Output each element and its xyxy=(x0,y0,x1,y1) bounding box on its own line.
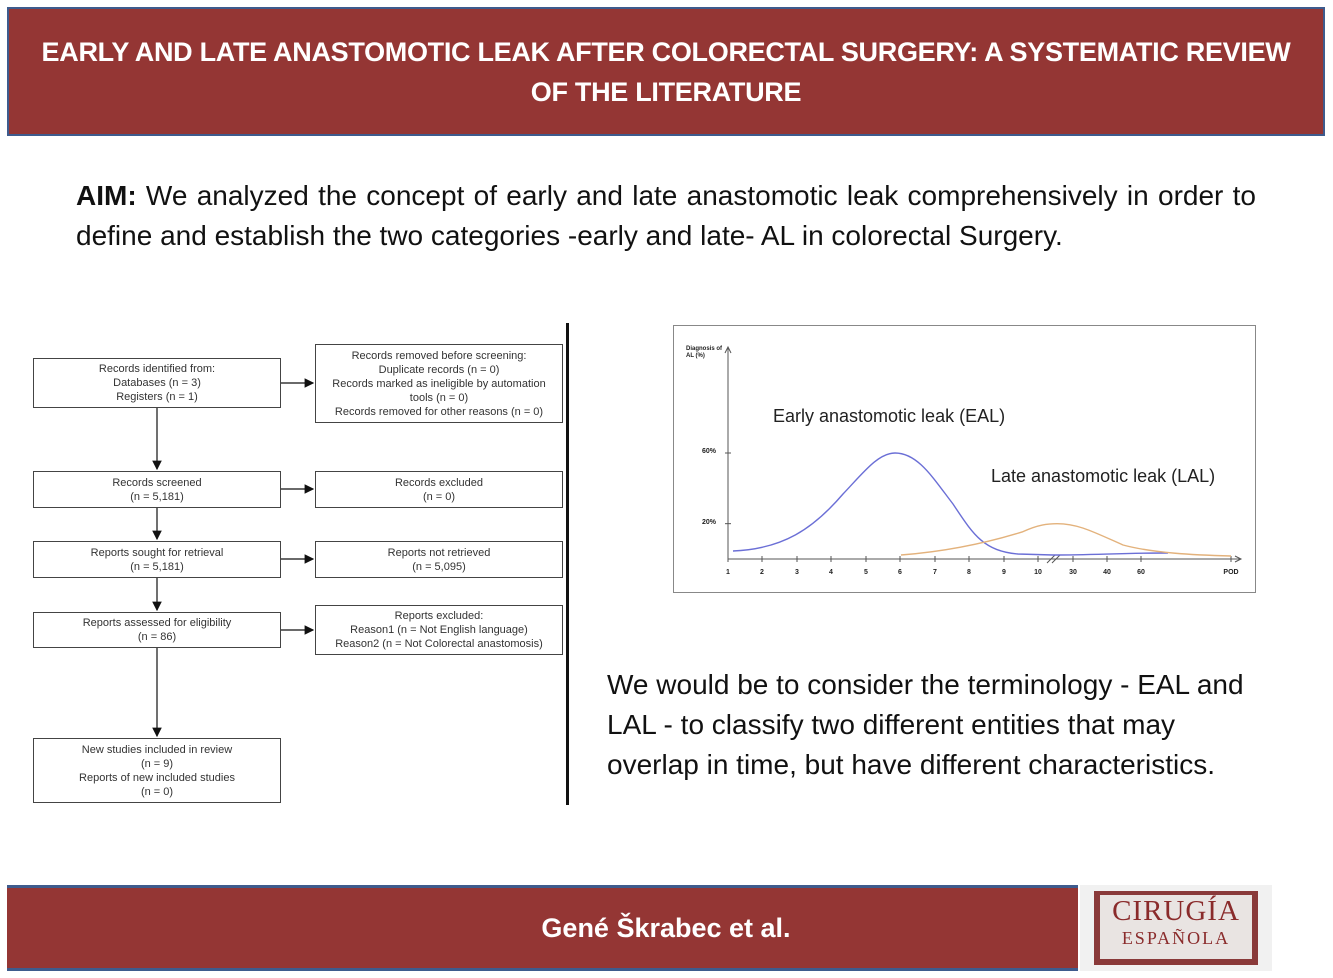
y-tick-20: 20% xyxy=(702,519,717,526)
conclusion-text: We would be to consider the terminology - EAL and LAL - to classify two different entities that may overlap in time, but have different characteristics. xyxy=(607,669,1244,780)
title-banner xyxy=(7,7,1325,136)
x-tick-label: 7 xyxy=(933,569,937,576)
x-tick-label: 2 xyxy=(760,569,764,576)
eal-series-label: Early anastomotic leak (EAL) xyxy=(773,406,1006,426)
x-tick-label: 8 xyxy=(967,569,971,576)
reports-not-retrieved-box: Reports not retrieved (n = 5,095) xyxy=(315,541,563,578)
footer-bar xyxy=(7,885,1078,971)
reports-excluded-box: Reports excluded: Reason1 (n = Not English language) Reason2 (n = Not Colorectal anastomosis) xyxy=(315,605,563,655)
records-screened-box: Records screened (n = 5,181) xyxy=(33,471,281,508)
reports-sought-box: Reports sought for retrieval (n = 5,181) xyxy=(33,541,281,578)
x-tick-label: 60 xyxy=(1137,569,1145,576)
y-axis-label: Diagnosis of AL (%) xyxy=(686,346,723,359)
x-tick-label: 1 xyxy=(726,569,730,576)
page-title: EARLY AND LATE ANASTOMOTIC LEAK AFTER COLORECTAL SURGERY: A SYSTEMATIC REVIEW OF THE LITERATURE xyxy=(41,36,1291,107)
lal-series-label: Late anastomotic leak (LAL) xyxy=(991,466,1216,486)
studies-included-box: New studies included in review (n = 9) Reports of new included studies (n = 0) xyxy=(33,738,281,803)
x-tick-label: 3 xyxy=(795,569,799,576)
y-tick-60: 60% xyxy=(702,448,717,455)
aim-paragraph xyxy=(76,176,1256,256)
records-removed-box: Records removed before screening: Duplicate records (n = 0) Records marked as ineligible by automation tools (n = 0) Records removed for other reasons (n = 0) xyxy=(315,344,563,423)
lal-curve xyxy=(901,524,1231,556)
cirugia-espanola-logo xyxy=(1080,885,1272,971)
aim-label: AIM: xyxy=(76,180,137,211)
x-tick-label: 10 xyxy=(1034,569,1042,576)
x-tick-label: 4 xyxy=(829,569,833,576)
x-tick-label: POD xyxy=(1223,569,1239,576)
x-tick-label: 6 xyxy=(898,569,902,576)
x-tick-label: 5 xyxy=(864,569,868,576)
logo-line-2: ESPAÑOLA xyxy=(1121,928,1231,948)
x-tick-label: 30 xyxy=(1069,569,1077,576)
reports-assessed-box: Reports assessed for eligibility (n = 86) xyxy=(33,612,281,648)
x-tick-label: 40 xyxy=(1103,569,1111,576)
records-identified-box: Records identified from: Databases (n = 3) Registers (n = 1) xyxy=(33,358,281,408)
records-excluded-box: Records excluded (n = 0) xyxy=(315,471,563,508)
aim-text: We analyzed the concept of early and late anastomotic leak comprehensively in order to define and establish the two categories -early and late- AL in colorectal Surgery. xyxy=(76,180,1256,251)
authors: Gené Škrabec et al. xyxy=(541,913,791,943)
column-divider xyxy=(566,323,569,805)
logo-line-1: CIRUGÍA xyxy=(1112,895,1240,927)
al-timeline-chart xyxy=(673,325,1256,593)
x-tick-label: 9 xyxy=(1002,569,1006,576)
